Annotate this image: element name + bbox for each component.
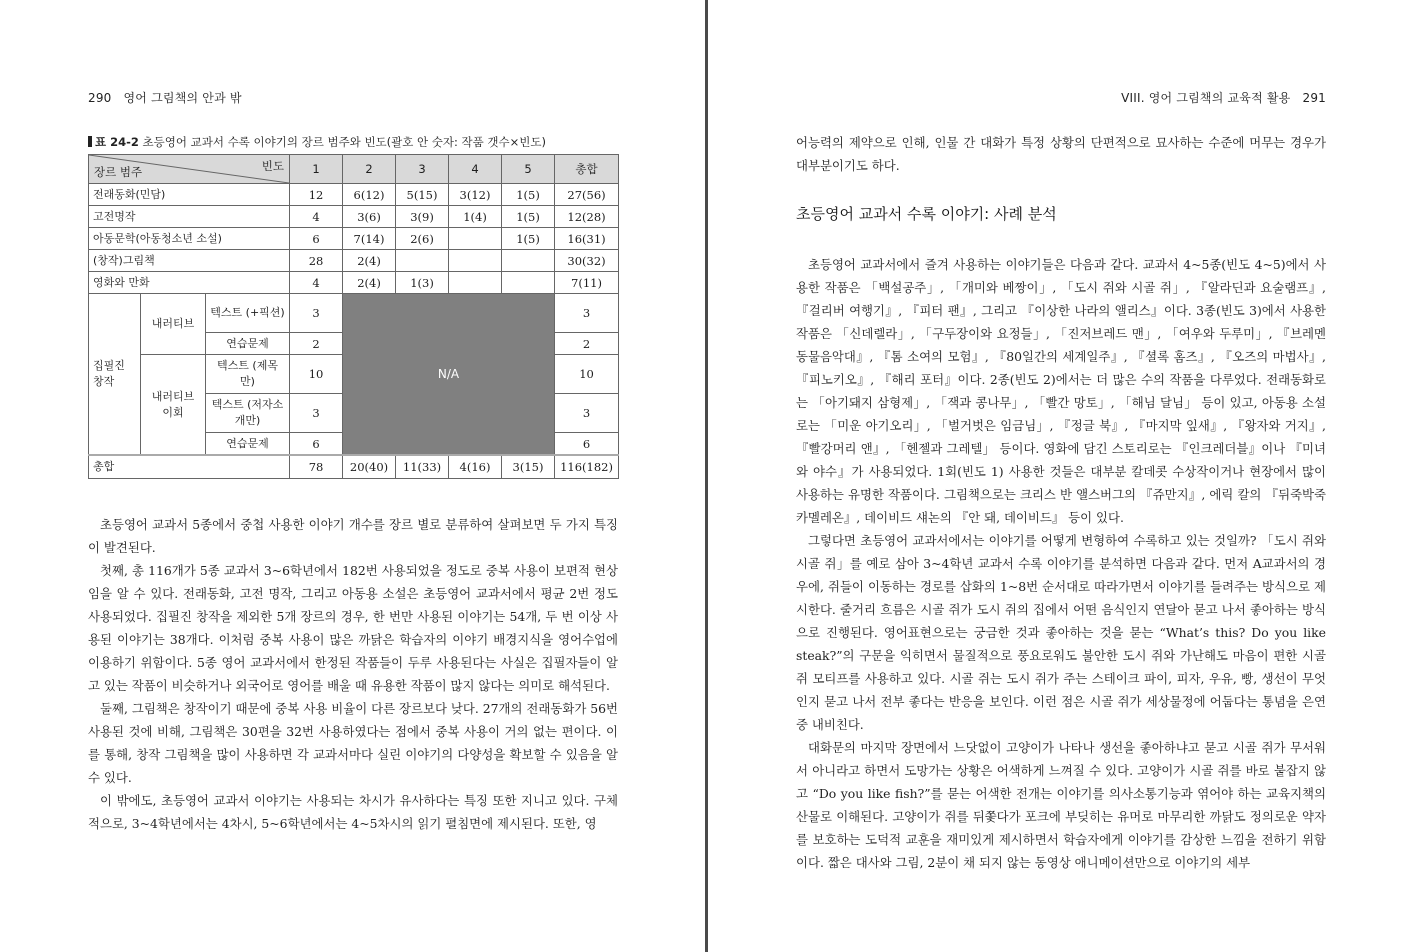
table-cell: 3 [555,394,619,433]
table-cell: 30(32) [555,250,619,272]
row-label: 전래동화(민담) [89,184,290,206]
table-corner-cell [89,155,290,184]
column-header: 1 [290,155,343,184]
table-cell: 2(6) [396,228,449,250]
right-page-number: 291 [1302,91,1326,105]
table-cell: 3(12) [449,184,502,206]
column-header: 4 [449,155,502,184]
table-cell: 12(28) [555,206,619,228]
row-label: 아동문학(아동청소년 소설) [89,228,290,250]
table-cell [502,272,555,294]
left-running-title: 영어 그림책의 안과 밖 [123,91,242,105]
table-row [89,294,619,333]
table-cell: 3 [290,394,343,433]
table-cell: 2 [290,333,343,355]
row-label: 고전명작 [89,206,290,228]
sub-row-label: 연습문제 [206,433,290,456]
non-narrative-label: 내러티브 이회 [141,355,206,456]
table-cell: 3 [290,294,343,333]
left-body-text [88,513,618,835]
table-cell: 1(5) [502,184,555,206]
table-cell [449,272,502,294]
body-paragraph: 둘째, 그림책은 창작이기 때문에 중복 사용 비율이 다른 장르보다 낮다. 27개의 전래동화가 56번 사용된 것에 비해, 그림책은 30편을 32번 사용하였다는 점에서 중복 사용이 거의 없는 편이다. 이를 통해, 창작 그림책을 많이 사용하면 각 교과서마다 실린 이야기의 다양성을 확보할 수 있음을 알 수 있다. [88,701,618,785]
table-cell: 10 [290,355,343,394]
left-running-head [88,89,242,106]
table-cell: 20(40) [343,455,396,479]
body-paragraph: 초등영어 교과서 5종에서 중첩 사용한 이야기 개수를 장르 별로 분류하여 살펴보면 두 가지 특징이 발견된다. [88,517,618,555]
table-cell: 7(11) [555,272,619,294]
writer-created-label: 집필진 창작 [89,294,141,456]
body-paragraph: 대화문의 마지막 장면에서 느닷없이 고양이가 나타나 생선을 좋아하냐고 묻고 시골 쥐가 무서워서 아니라고 하면서 도망가는 상황은 어색하게 느껴질 수 있다. 고양이가 시골 쥐를 바로 붙잡지 않고 “Do you like fish?”를 묻는 어색한 전개는 이야기를 의사소통기능과 엮어야 하는 교육지책의 산물로 이해된다. 고양이가 쥐를 뒤쫓다가 포크에 부딪히는 유머로 마무리한 까닭도 정의로운 약자를 보호하는 도덕적 교훈을 재미있게 제시하면서 학습자에게 이야기를 감상한 느낌을 전하기 위함이다. 짧은 대사와 그림, 2분이 채 되지 않는 동영상 애니메이션만으로 이야기의 세부 [796,740,1326,870]
table-cell: 4(16) [449,455,502,479]
table-cell [396,250,449,272]
body-paragraph: 그렇다면 초등영어 교과서에서는 이야기를 어떻게 변형하여 수록하고 있는 것일까? 「도시 쥐와 시골 쥐」를 예로 삼아 3~4학년 교과서 수록 이야기를 분석하면 다음과 같다. 먼저 A교과서의 경우에, 쥐들이 이동하는 경로를 삽화의 1~8번 순서대로 따라가면서 이야기를 들려주는 방식으로 제시한다. 줄거리 흐름은 시골 쥐가 도시 쥐의 집에서 어떤 음식인지 연달아 묻고 나서 좋아하는 방식으로 진행된다. 영어표현으로는 궁금한 것과 좋아하는 것을 묻는 “What’s this? Do you like steak?”의 구문을 익히면서 물질적으로 풍요로워도 불안한 도시 쥐와 가난해도 마음이 편한 시골 쥐 모티프를 사용하고 있다. 시골 쥐는 도시 쥐가 주는 스테이크 파이, 피자, 우유, 빵, 생선이 무엇인지 묻고 나서 전부 좋다는 반응을 보인다. 이런 점은 시골 쥐가 세상물정에 어둡다는 통념을 은연중 내비친다. [796,533,1326,732]
table-cell: 28 [290,250,343,272]
body-paragraph: 이 밖에도, 초등영어 교과서 이야기는 사용되는 차시가 유사하다는 특징 또한 지니고 있다. 구체적으로, 3~4학년에서는 4차시, 5~6학년에서는 4~5차시의 읽기 펼침면에 제시된다. 또한, 영 [88,793,618,831]
section-heading: 초등영어 교과서 수록 이야기: 사례 분석 [796,205,1057,223]
table-cell: 11(33) [396,455,449,479]
body-paragraph: 초등영어 교과서에서 즐겨 사용하는 이야기들은 다음과 같다. 교과서 4~5종(빈도 4~5)에서 사용한 작품은 「백설공주」, 「개미와 베짱이」, 「도시 쥐와 시골 쥐」, 『알라딘과 요술램프』, 『걸리버 여행기』, 『피터 팬』, 그리고 『이상한 나라의 앨리스』이다. 3종(빈도 3)에서 사용한 작품은 「신데렐라」, 「구두장이와 요정들」, 「진저브레드 맨」, 「여우와 두루미」, 『브레멘 동물음악대』, 『톰 소여의 모험』, 『80일간의 세계일주』, 『셜록 홈즈』, 『오즈의 마법사』, 『피노키오』, 『해리 포터』이다. 2종(빈도 2)에서는 더 많은 수의 작품을 다루었다. 전래동화로는 「아기돼지 삼형제」, 「잭과 콩나무」, 「빨간 망토」, 「해님 달님」 등이 있고, 아동용 소설로는 「미운 아기오리」, 「벌거벗은 임금님」, 『정글 북』, 『마지막 잎새』, 『왕자와 거지』, 『빨강머리 앤』, 「헨젤과 그레텔」 등이다. 영화에 담긴 스토리로는 『인크레더블』이나 『미녀와 야수』가 사용되었다. 1회(빈도 1) 사용한 것들은 대부분 칼데콧 수상작이거나 현장에서 많이 사용하는 유명한 작품이다. 그림책으로는 크리스 반 앨스버그의 『쥬만지』, 에릭 칼의 『뒤죽박죽 카멜레온』, 데이비드 섀논의 『안 돼, 데이비드』 등이 있다. [796,257,1326,525]
table-cell: 1(5) [502,206,555,228]
table-cell: 2(4) [343,272,396,294]
table-cell [449,250,502,272]
column-header: 총합 [555,155,619,184]
right-body-text [796,253,1326,874]
narrative-label: 내러티브 [141,294,206,355]
table-cell: 10 [555,355,619,394]
sub-row-label: 연습문제 [206,333,290,355]
table-row [89,228,619,250]
table-cell: 1(4) [449,206,502,228]
table-row [89,250,619,272]
right-running-head [1121,89,1326,106]
table-cell: 6 [290,433,343,456]
table-cell: 4 [290,272,343,294]
table-cell: 2 [555,333,619,355]
right-running-title: VIII. 영어 그림책의 교육적 활용 [1121,91,1291,105]
sub-row-label: 텍스트 (제목만) [206,355,290,394]
body-paragraph: 첫째, 총 116개가 5종 교과서 3~6학년에서 182번 사용되었을 정도로 중복 사용이 보편적 현상임을 알 수 있다. 전래동화, 고전 명작, 그리고 아동용 소설은 초등영어 교과서에서 평균 2번 정도 사용되었다. 집필진 창작을 제외한 5개 장르의 경우, 한 번만 사용된 이야기는 54개, 두 번 이상 사용된 이야기는 38개다. 이처럼 중복 사용이 많은 까닭은 학습자의 이야기 배경지식을 영어수업에 이용하기 위함이다. 5종 영어 교과서에서 한정된 작품들이 두루 사용된다는 사실은 집필자들이 알고 있는 작품이 비슷하거나 외국어로 영어를 배울 때 유용한 작품이 많지 않다는 의미로 해석된다. [88,563,618,693]
table-cell: 2(4) [343,250,396,272]
table-cell: 3(6) [343,206,396,228]
caption-bar-icon [88,136,92,147]
table-total-row [89,455,619,479]
table-cell: 12 [290,184,343,206]
table-cell: 116(182) [555,455,619,479]
table-row [89,184,619,206]
right-lead-text [796,131,1326,177]
row-label: (창작)그림책 [89,250,290,272]
table-cell: 27(56) [555,184,619,206]
table-header-row [89,155,619,184]
table-cell: 5(15) [396,184,449,206]
left-page [88,0,618,952]
table-cell: 3(9) [396,206,449,228]
table-cell: 4 [290,206,343,228]
table-caption [88,134,546,150]
table-caption-text: 초등영어 교과서 수록 이야기의 장르 범주와 빈도(괄호 안 숫자: 작품 갯수×빈도) [142,135,546,149]
table-cell: 6(12) [343,184,396,206]
table-cell: 3(15) [502,455,555,479]
table-cell: 78 [290,455,343,479]
column-header: 5 [502,155,555,184]
table-caption-label: 표 24-2 [95,135,139,149]
column-header: 2 [343,155,396,184]
table-cell: 7(14) [343,228,396,250]
not-applicable-block: N/A [343,294,555,456]
table-cell: 6 [290,228,343,250]
sub-row-label: 텍스트 (+픽션) [206,294,290,333]
corner-genre-label: 장르 범주 [94,165,143,179]
table-row [89,272,619,294]
left-page-number: 290 [88,91,112,105]
page-spine-divider [705,0,708,952]
lead-paragraph: 어능력의 제약으로 인해, 인물 간 대화가 특정 상황의 단편적으로 묘사하는 수준에 머무는 경우가 대부분이기도 하다. [796,135,1326,173]
table-cell: 1(3) [396,272,449,294]
total-label: 총합 [89,455,290,479]
table-cell: 16(31) [555,228,619,250]
row-label: 영화와 만화 [89,272,290,294]
table-cell: 1(5) [502,228,555,250]
table-cell: 3 [555,294,619,333]
table-cell: 6 [555,433,619,456]
column-header: 3 [396,155,449,184]
table-row [89,206,619,228]
table-cell [449,228,502,250]
sub-row-label: 텍스트 (저자소개만) [206,394,290,433]
genre-frequency-table [88,154,619,479]
right-page [796,0,1326,952]
corner-frequency-label: 빈도 [261,159,285,173]
table-cell [502,250,555,272]
